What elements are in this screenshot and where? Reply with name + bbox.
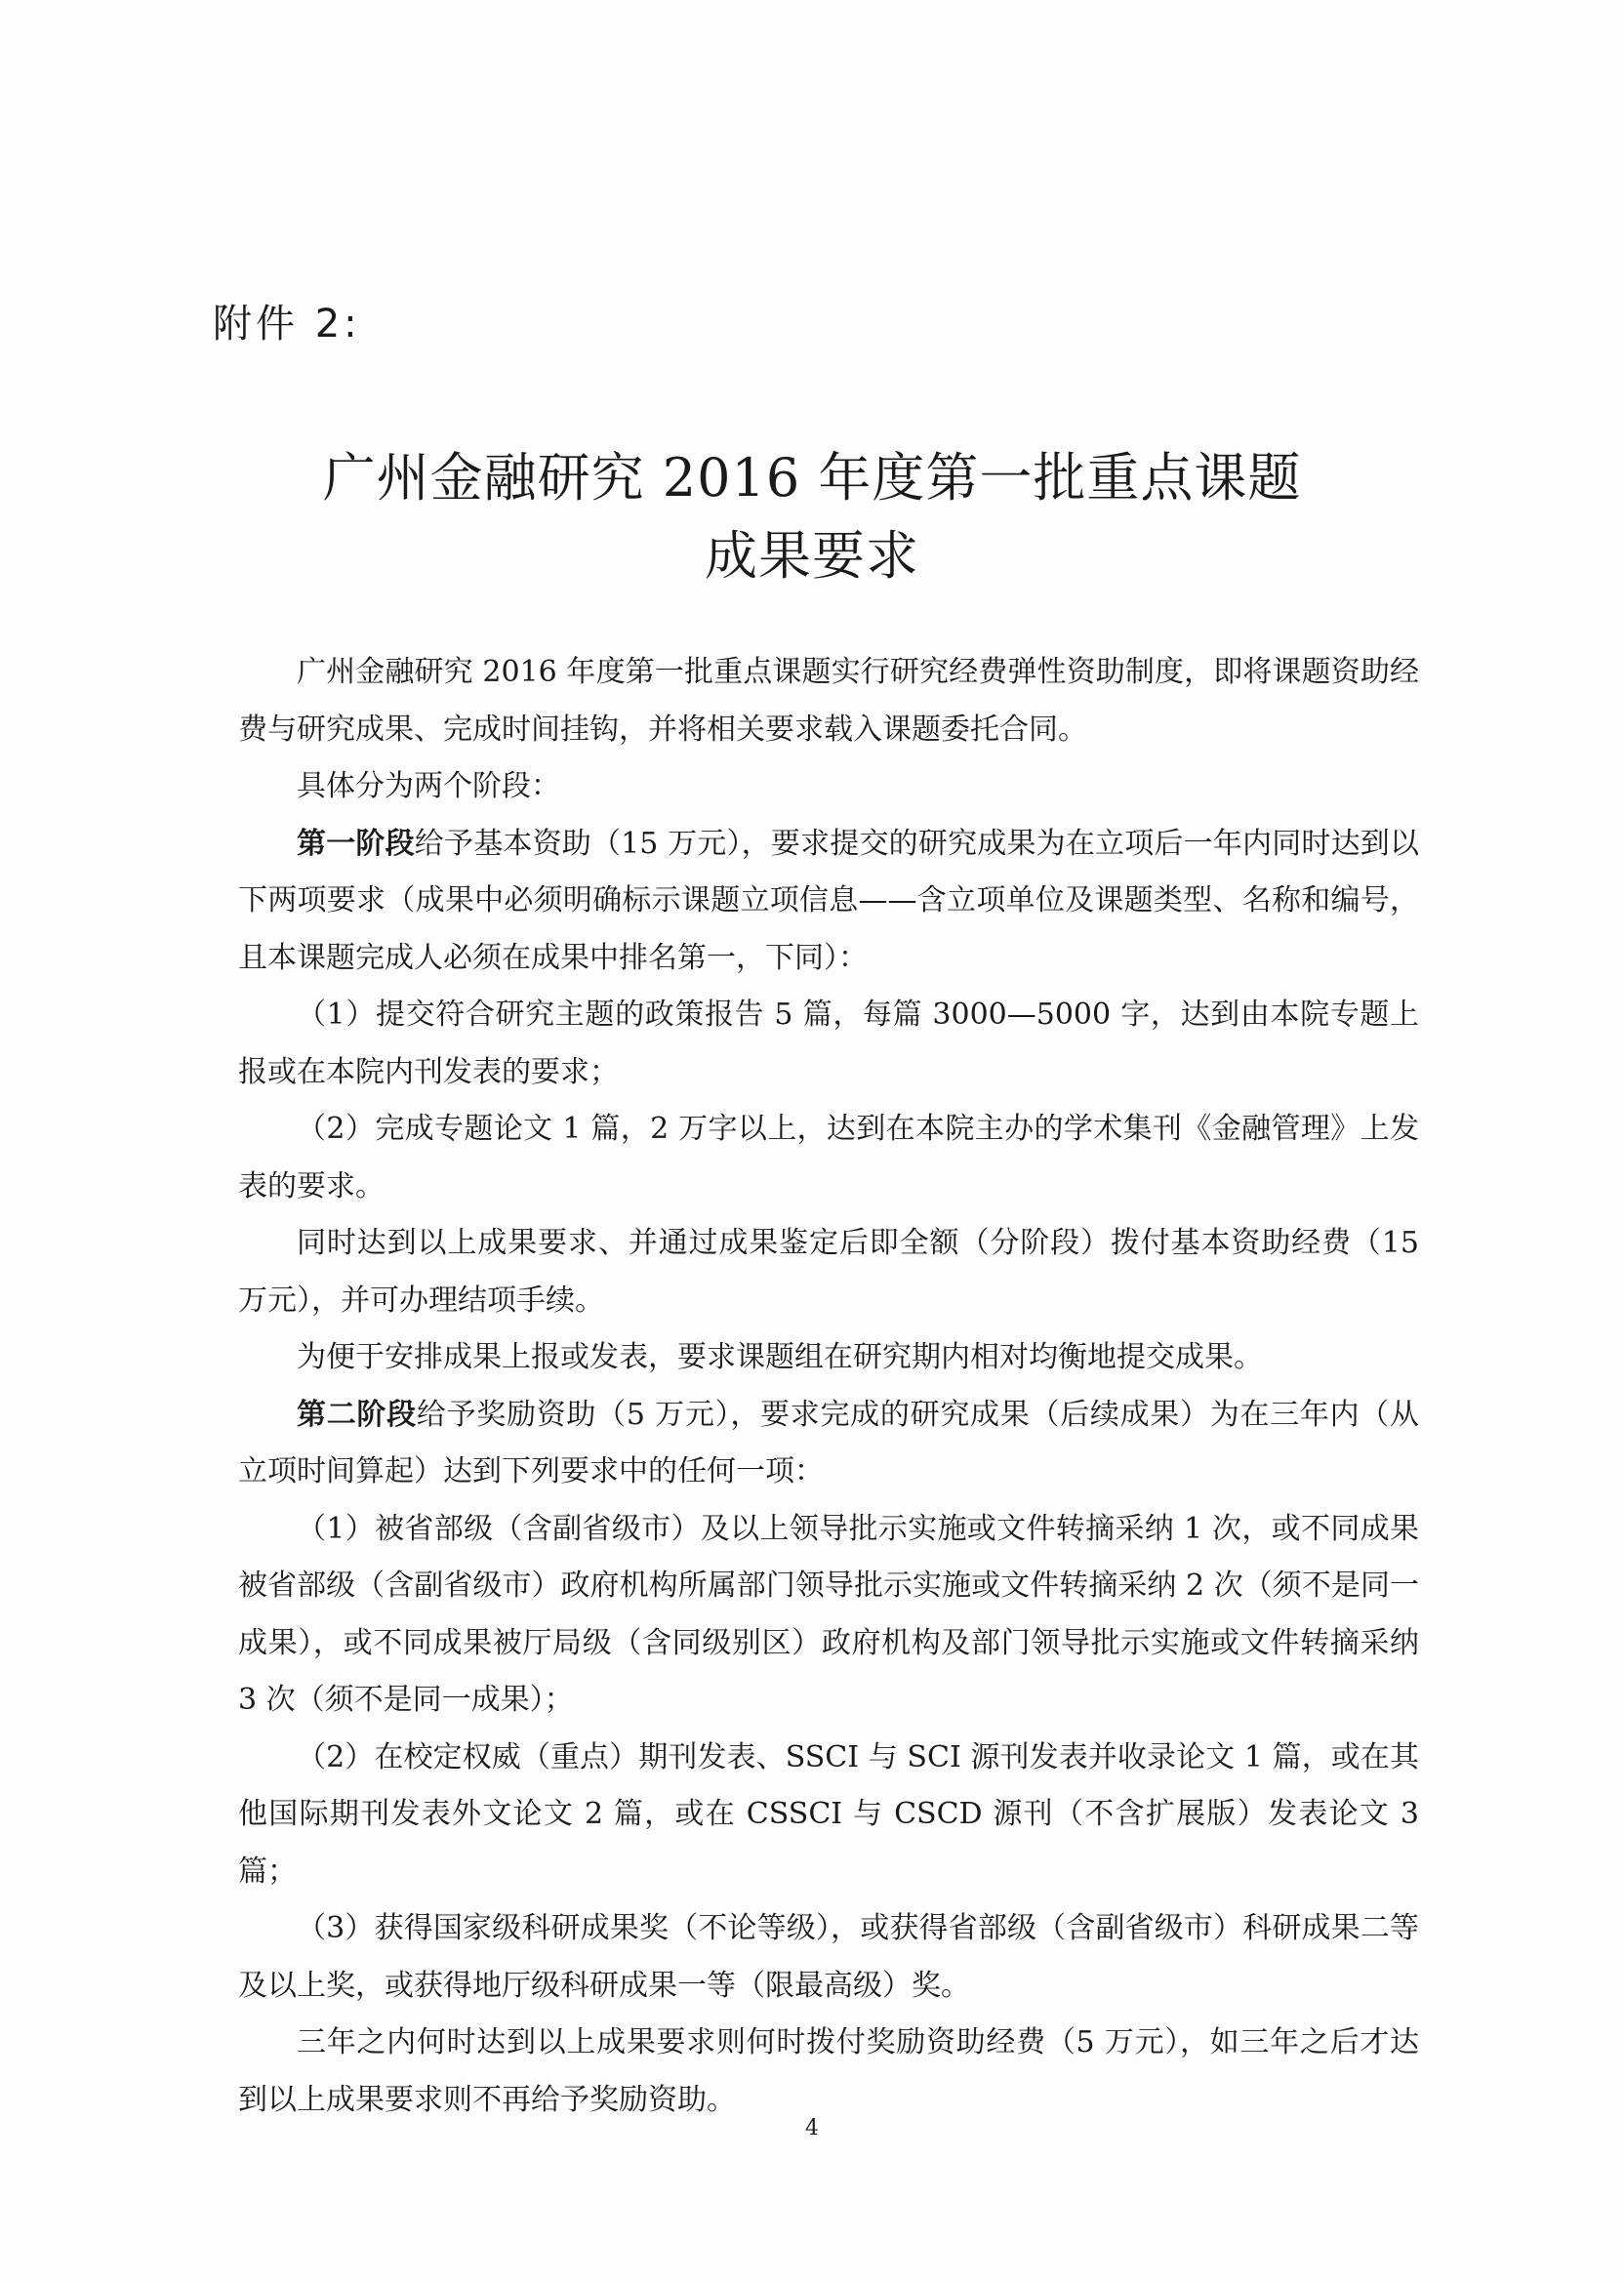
- stage-one-heading: 第一阶段: [297, 826, 415, 861]
- paragraph-stage-one-item-1: （1）提交符合研究主题的政策报告 5 篇，每篇 3000—5000 字，达到由本院专题上报或在本院内刊发表的要求；: [238, 998, 1419, 1089]
- page-number: 4: [805, 2116, 819, 2140]
- paragraph-stage-one: [238, 816, 1419, 988]
- paragraph-stage-one-item-2: （2）完成专题论文 1 篇，2 万字以上，达到在本院主办的学术集刊《金融管理》上发表的要求。: [238, 1112, 1419, 1203]
- paragraph-reward-timing: 三年之内何时达到以上成果要求则何时拨付奖励资助经费（5 万元），如三年之后才达到以上成果要求则不再给予奖励资助。: [238, 2025, 1419, 2117]
- paragraph-stage-two-item-2: （2）在校定权威（重点）期刊发表、SSCI 与 SCI 源刊发表并收录论文 1 篇，或在其他国际期刊发表外文论文 2 篇，或在 CSSCI 与 CSCD 源刊（不含扩展版）发表论文 3 篇；: [238, 1739, 1419, 1889]
- paragraph-stage-two-item-1: （1）被省部级（含副省级市）及以上领导批示实施或文件转摘采纳 1 次，或不同成果被省部级（含副省级市）政府机构所属部门领导批示实施或文件转摘采纳 2 次（须不是同一成果），或不同成果被厅局级（含同级别区）政府机构及部门领导批示实施或文件转摘采纳 3 次（须不是同一成果）；: [238, 1511, 1419, 1717]
- document-body: [238, 644, 1419, 2129]
- title-line-2: 成果要求: [705, 525, 919, 587]
- paragraph-intro: 广州金融研究 2016 年度第一批重点课题实行研究经费弹性资助制度，即将课题资助经费与研究成果、完成时间挂钩，并将相关要求载入课题委托合同。: [238, 655, 1419, 747]
- title-line-1: 广州金融研究 2016 年度第一批重点课题: [322, 447, 1302, 509]
- paragraph-stage-two: [238, 1387, 1419, 1501]
- document-title: [0, 439, 1624, 595]
- paragraph-stage-one-funding: 同时达到以上成果要求、并通过成果鉴定后即全额（分阶段）拨付基本资助经费（15 万元），并可办理结项手续。: [238, 1226, 1419, 1318]
- attachment-label: 附件 2:: [213, 302, 361, 346]
- paragraph-balanced-submission: 为便于安排成果上报或发表，要求课题组在研究期内相对均衡地提交成果。: [297, 1340, 1263, 1374]
- paragraph-stage-two-item-3: （3）获得国家级科研成果奖（不论等级），或获得省部级（含副省级市）科研成果二等及以上奖，或获得地厅级科研成果一等（限最高级）奖。: [238, 1911, 1419, 2003]
- stage-two-text: 给予奖励资助（5 万元），要求完成的研究成果（后续成果）为在三年内（从立项时间算起）达到下列要求中的任何一项：: [238, 1397, 1420, 1488]
- stage-two-heading: 第二阶段: [297, 1397, 417, 1432]
- paragraph-stages: 具体分为两个阶段：: [297, 769, 560, 803]
- stage-one-text: 给予基本资助（15 万元），要求提交的研究成果为在立项后一年内同时达到以下两项要求（成果中必须明确标示课题立项信息——含立项单位及课题类型、名称和编号，且本课题完成人必须在成果中排名第一，下同）：: [238, 826, 1419, 975]
